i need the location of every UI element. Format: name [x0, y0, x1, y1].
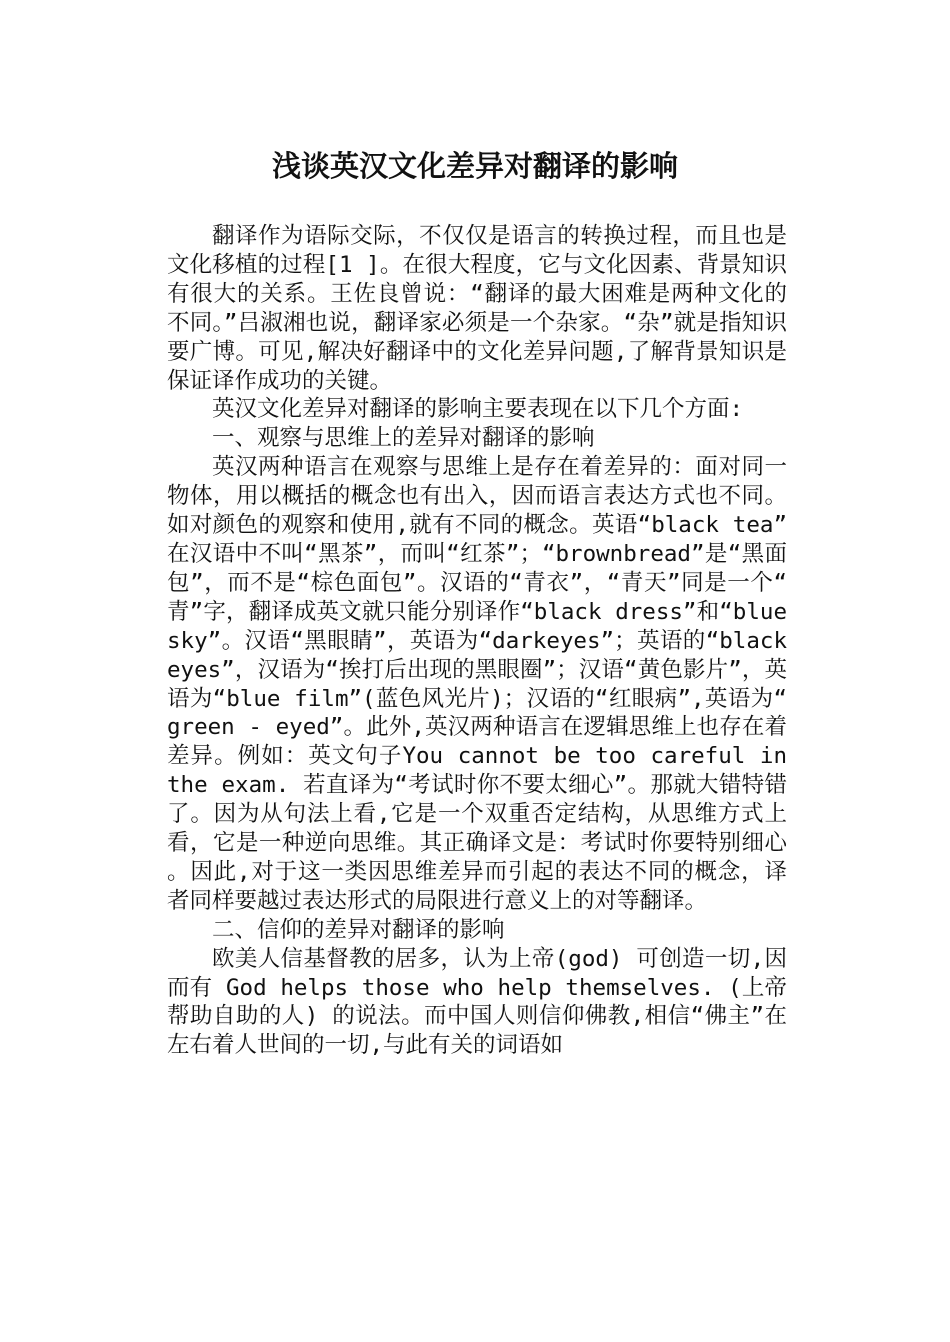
- document-body: [167, 222, 787, 1060]
- document-title: 浅谈英汉文化差异对翻译的影响: [271, 149, 678, 183]
- section-heading-2: 二、信仰的差异对翻译的影响: [212, 916, 505, 943]
- paragraph-overview: 英汉文化差异对翻译的影响主要表现在以下几个方面:: [212, 396, 744, 423]
- paragraph-section-1: 英汉两种语言在观察与思维上是存在着差异的：面对同一物体，用以概括的概念也有出入，因而语言表达方式也不同。如对颜色的观察和使用,就有不同的概念。英语“black tea”在汉语中不叫“黑茶”，而叫“红茶”；“brownbread”是“黑面包”，而不是“棕色面包”。汉语的“青衣”，“青天”同是一个“青”字，翻译成英文就只能分别译作“black dress”和“blue sky”。汉语“黑眼睛”，英语为“darkeyes”；英语的“black eyes”，汉语为“挨打后出现的黑眼圈”；汉语“黄色影片”，英语为“blue film”(蓝色风光片)；汉语的“红眼病”,英语为“green - eyed”。此外,英汉两种语言在逻辑思维上也存在着差异。例如：英文句子You cannot be too careful in the exam. 若直译为“考试时你不要太细心”。那就大错特错了。因为从句法上看,它是一个双重否定结构，从思维方式上看，它是一种逆向思维。其正确译文是：考试时你要特别细心。因此,对于这一类因思维差异而引起的表达不同的概念，译者同样要越过表达形式的局限进行意义上的对等翻译。: [167, 454, 787, 914]
- paragraph-section-2: 欧美人信基督教的居多，认为上帝(god) 可创造一切,因而有 God helps those who help themselves. (上帝帮助自助的人) 的说法。而中国人则信仰佛教,相信“佛主”在左右着人世间的一切,与此有关的词语如: [167, 945, 787, 1059]
- section-heading-1: 一、观察与思维上的差异对翻译的影响: [212, 425, 595, 452]
- paragraph-intro: 翻译作为语际交际，不仅仅是语言的转换过程，而且也是文化移植的过程[1 ]。在很大程度，它与文化因素、背景知识有很大的关系。王佐良曾说：“翻译的最大困难是两种文化的不同。”吕淑湘也说，翻译家必须是一个杂家。“杂”就是指知识要广博。可见,解决好翻译中的文化差异问题,了解背景知识是保证译作成功的关键。: [167, 223, 787, 394]
